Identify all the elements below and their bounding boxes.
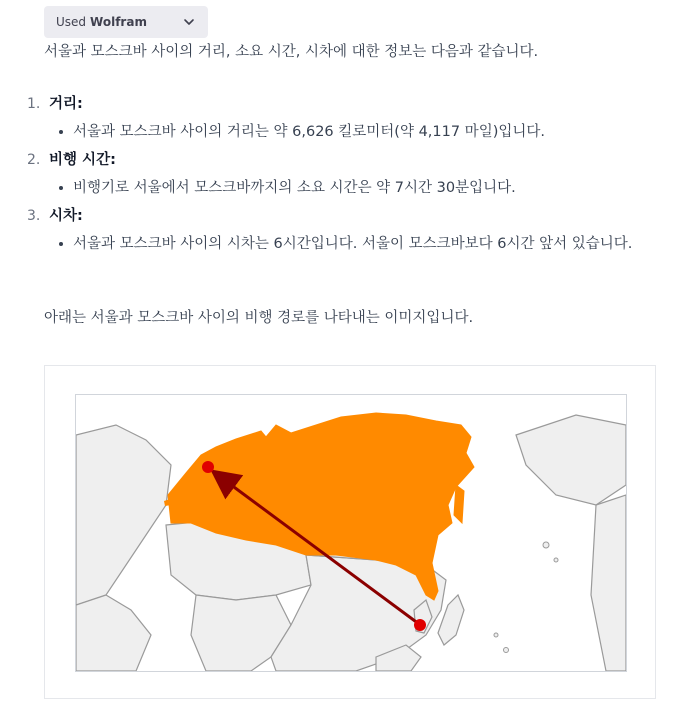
plugin-used-label: Used xyxy=(56,15,87,29)
list-number: 3. xyxy=(27,208,41,224)
list-number: 2. xyxy=(27,152,41,168)
list-bullet: 비행기로 서울에서 모스크바까지의 소요 시간은 약 7시간 30분입니다. xyxy=(59,174,667,202)
outro-paragraph: 아래는 서울과 모스크바 사이의 비행 경로를 나타내는 이미지입니다. xyxy=(44,310,474,326)
map-svg xyxy=(76,395,626,671)
intro-paragraph: 서울과 모스크바 사이의 거리, 소요 시간, 시차에 대한 정보는 다음과 같습니다. xyxy=(44,44,539,60)
info-list xyxy=(27,92,667,258)
list-item-distance xyxy=(27,92,667,146)
flight-route-image xyxy=(44,365,656,699)
list-bullet: 서울과 모스크바 사이의 시차는 6시간입니다. 서울이 모스크바보다 6시간 앞서 있습니다. xyxy=(59,230,663,258)
list-item-title: 거리: xyxy=(49,96,83,112)
plugin-usage-chip[interactable] xyxy=(44,6,208,38)
list-item-title: 비행 시간: xyxy=(49,152,116,168)
list-item-title: 시차: xyxy=(49,208,83,224)
moscow-marker xyxy=(202,461,214,473)
flight-route-map xyxy=(75,394,627,672)
plugin-tool-name: Wolfram xyxy=(90,15,147,29)
list-bullet: 서울과 모스크바 사이의 거리는 약 6,626 킬로미터(약 4,117 마일)입니다. xyxy=(59,118,667,146)
chevron-down-icon[interactable] xyxy=(182,15,196,29)
list-item-time-difference xyxy=(27,204,667,258)
seoul-marker xyxy=(414,619,426,631)
list-item-flight-time xyxy=(27,148,667,202)
list-number: 1. xyxy=(27,96,41,112)
